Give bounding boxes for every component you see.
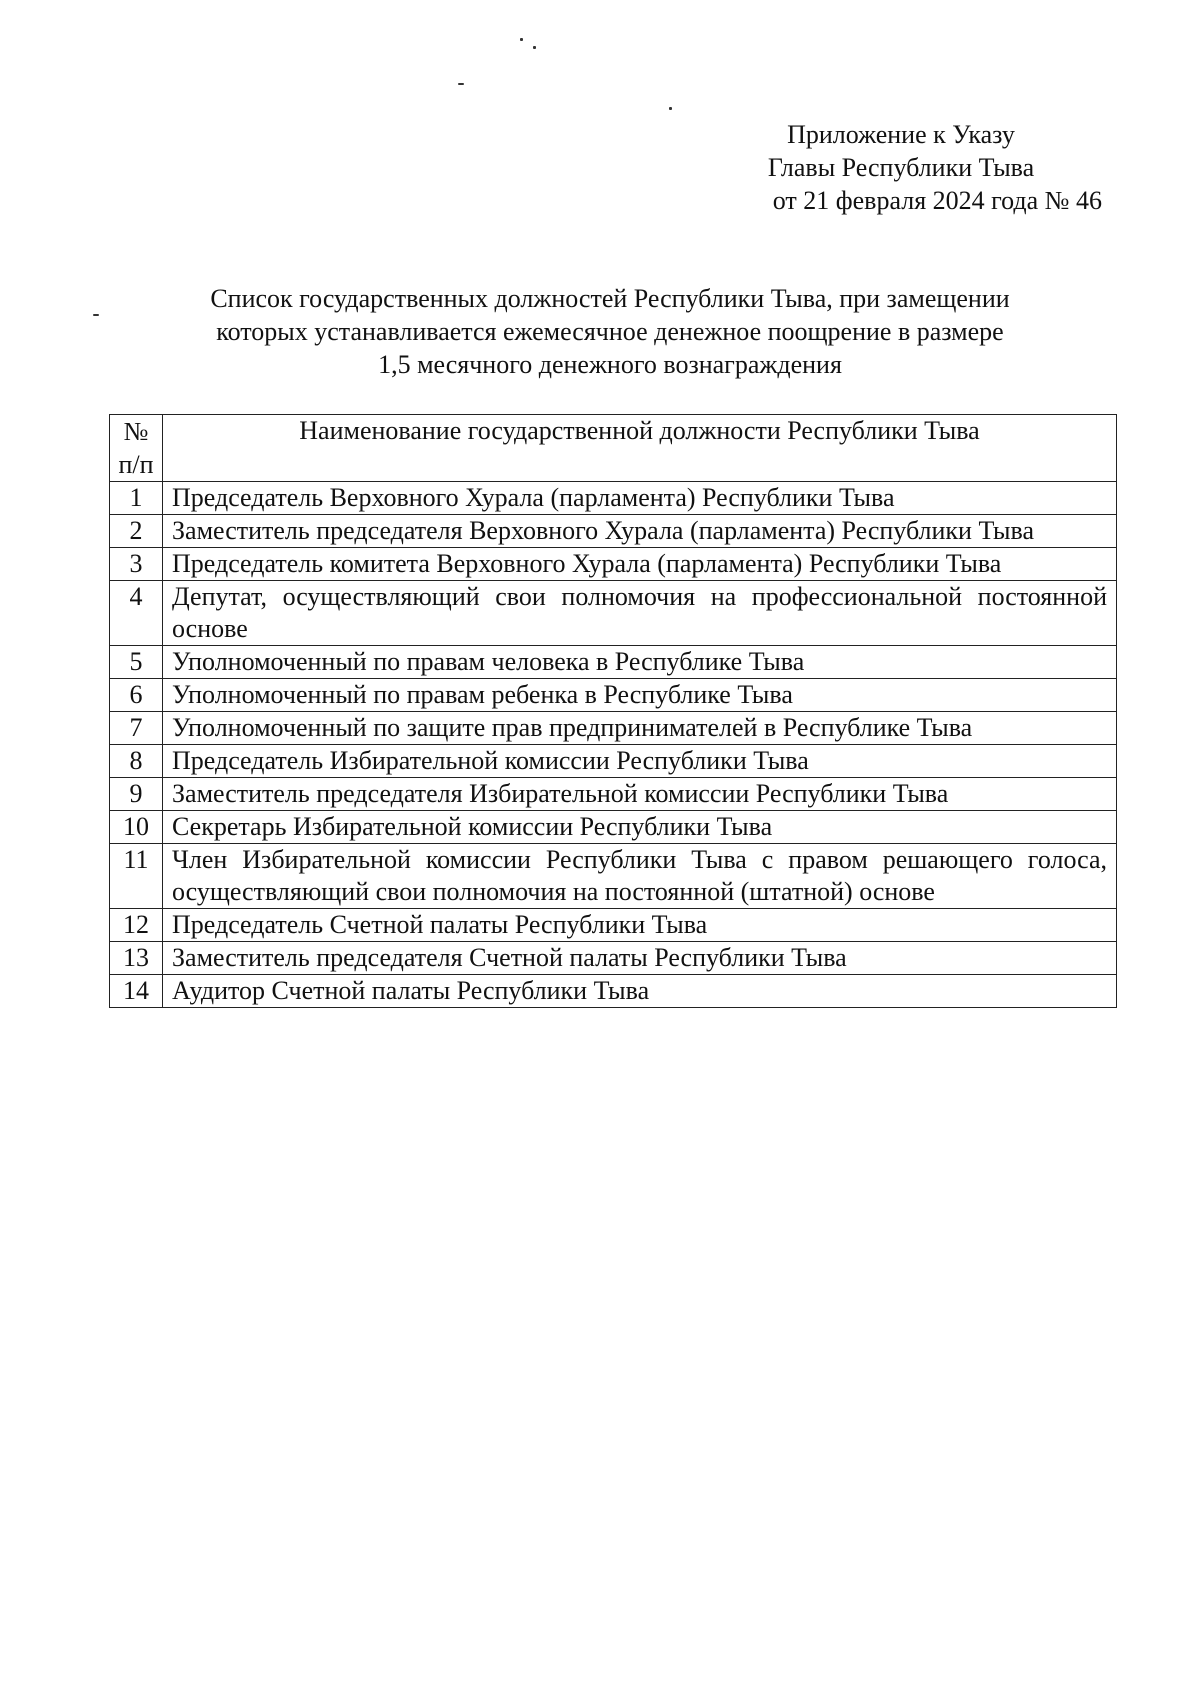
header-number-abbrev: п/п xyxy=(118,450,154,479)
row-number-cell: 1 xyxy=(110,482,163,515)
scan-speck xyxy=(93,314,99,316)
positions-table xyxy=(109,414,1117,1008)
table-row xyxy=(110,482,1117,515)
table-row xyxy=(110,811,1117,844)
position-name-cell: Заместитель председателя Верховного Хурала (парламента) Республики Тыва xyxy=(163,515,1117,548)
position-name-cell: Аудитор Счетной палаты Республики Тыва xyxy=(163,975,1117,1008)
row-number-cell: 2 xyxy=(110,515,163,548)
row-number-cell: 14 xyxy=(110,975,163,1008)
position-name-cell: Член Избирательной комиссии Республики Тыва с правом решающего голоса, осуществляющий свои полномочия на постоянной (штатной) основе xyxy=(163,844,1117,909)
scan-speck xyxy=(533,46,536,49)
row-number-cell: 3 xyxy=(110,548,163,581)
position-name-cell: Председатель Верховного Хурала (парламента) Республики Тыва xyxy=(163,482,1117,515)
appendix-reference xyxy=(700,118,1102,217)
table-row xyxy=(110,712,1117,745)
row-number-cell: 10 xyxy=(110,811,163,844)
row-number-cell: 7 xyxy=(110,712,163,745)
header-number-symbol: № xyxy=(123,417,149,446)
table-header-row xyxy=(110,415,1117,482)
appendix-line-1: Приложение к Указу xyxy=(787,120,1015,149)
appendix-line-3: от 21 февраля 2024 года № 46 xyxy=(772,186,1102,215)
row-number-cell: 11 xyxy=(110,844,163,909)
row-number-cell: 9 xyxy=(110,778,163,811)
row-number-cell: 6 xyxy=(110,679,163,712)
title-line-1: Список государственных должностей Республики Тыва, при замещении xyxy=(210,284,1010,313)
position-name-cell: Депутат, осуществляющий свои полномочия на профессиональной постоянной основе xyxy=(163,581,1117,646)
position-name-cell: Заместитель председателя Счетной палаты Республики Тыва xyxy=(163,942,1117,975)
row-number-cell: 8 xyxy=(110,745,163,778)
scan-speck xyxy=(520,38,523,41)
position-name-cell: Председатель комитета Верховного Хурала (парламента) Республики Тыва xyxy=(163,548,1117,581)
table-row xyxy=(110,778,1117,811)
scan-speck xyxy=(458,83,464,85)
position-name-cell: Уполномоченный по правам ребенка в Республике Тыва xyxy=(163,679,1117,712)
document-title xyxy=(120,282,1100,381)
position-name-cell: Председатель Избирательной комиссии Республики Тыва xyxy=(163,745,1117,778)
table-row xyxy=(110,942,1117,975)
appendix-line-2: Главы Республики Тыва xyxy=(767,153,1035,182)
table-body xyxy=(110,482,1117,1008)
title-line-3: 1,5 месячного денежного вознаграждения xyxy=(378,350,842,379)
table-row xyxy=(110,745,1117,778)
position-name-cell: Секретарь Избирательной комиссии Республики Тыва xyxy=(163,811,1117,844)
table-row xyxy=(110,909,1117,942)
table-row xyxy=(110,581,1117,646)
row-number-cell: 5 xyxy=(110,646,163,679)
scan-speck xyxy=(669,107,672,110)
position-name-cell: Уполномоченный по правам человека в Республике Тыва xyxy=(163,646,1117,679)
table-row xyxy=(110,844,1117,909)
table-row xyxy=(110,679,1117,712)
position-name-cell: Председатель Счетной палаты Республики Тыва xyxy=(163,909,1117,942)
table-row xyxy=(110,515,1117,548)
row-number-cell: 13 xyxy=(110,942,163,975)
row-number-cell: 4 xyxy=(110,581,163,646)
header-name-cell: Наименование государственной должности Республики Тыва xyxy=(163,415,1117,482)
row-number-cell: 12 xyxy=(110,909,163,942)
table-row xyxy=(110,548,1117,581)
header-number-cell xyxy=(110,415,163,482)
position-name-cell: Уполномоченный по защите прав предпринимателей в Республике Тыва xyxy=(163,712,1117,745)
title-line-2: которых устанавливается ежемесячное денежное поощрение в размере xyxy=(216,317,1004,346)
table-row xyxy=(110,975,1117,1008)
table-row xyxy=(110,646,1117,679)
position-name-cell: Заместитель председателя Избирательной комиссии Республики Тыва xyxy=(163,778,1117,811)
